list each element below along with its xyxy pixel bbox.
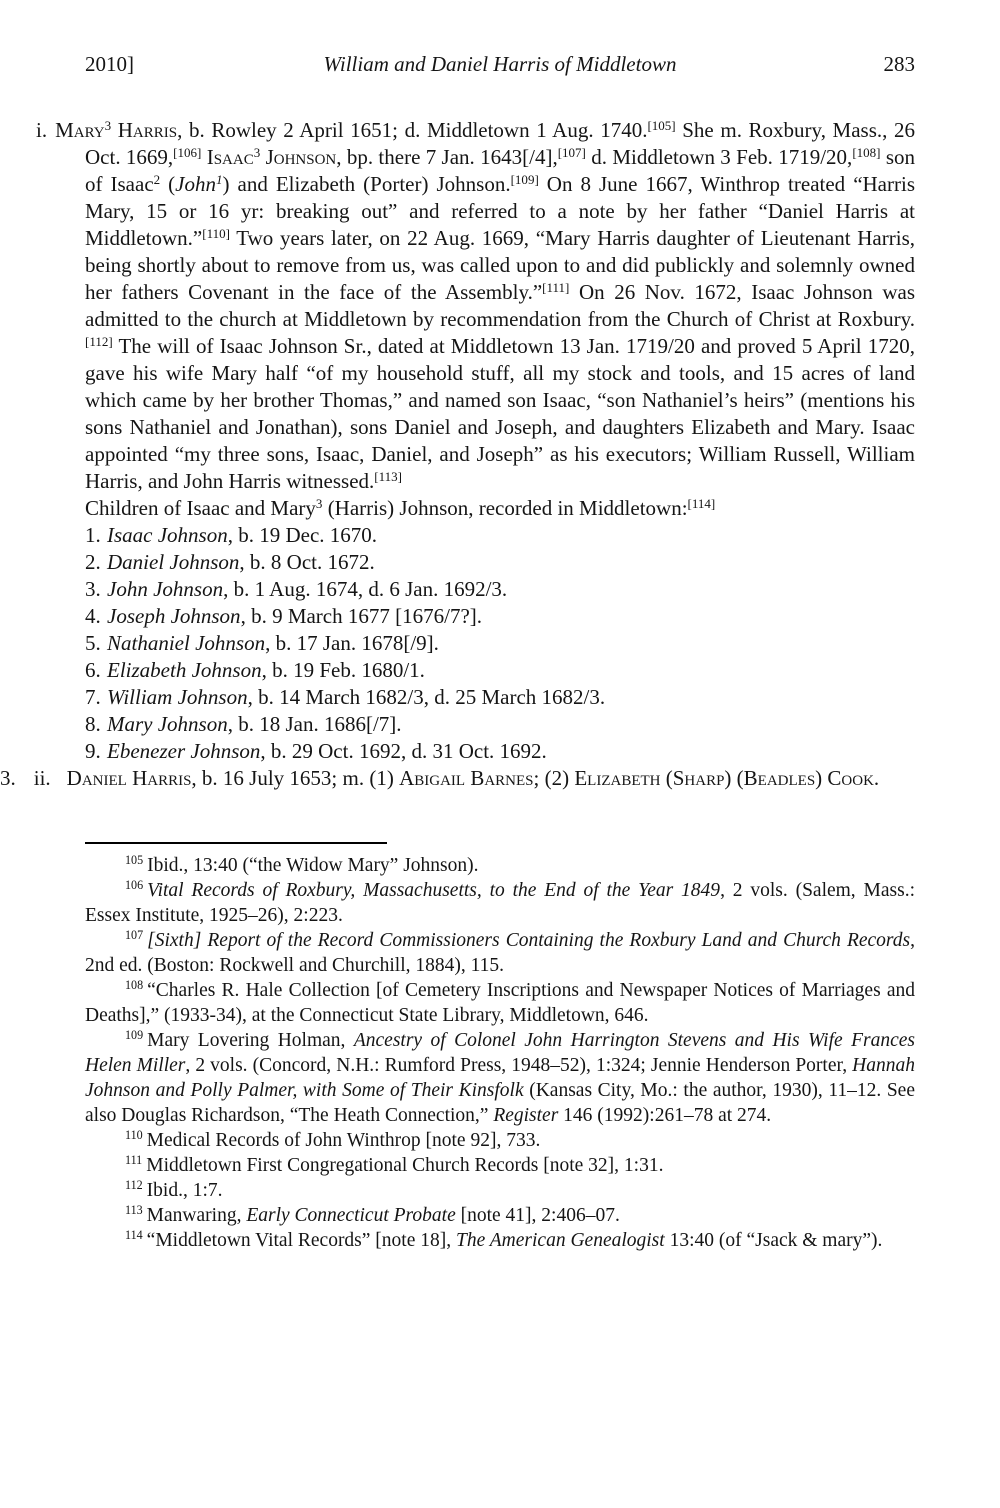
text-segment: Medical Records of John Winthrop [note 92], 733. [146, 1130, 541, 1151]
header-year: 2010] [85, 52, 134, 76]
text-segment: Johnson [265, 145, 337, 169]
footnote [85, 1128, 915, 1153]
text-segment: The American Genealogist [456, 1230, 665, 1251]
superscript-reference: [106] [173, 144, 202, 160]
text-segment: , bp. there 7 Jan. 1643[/4], [336, 145, 558, 169]
child-name: Elizabeth Johnson [107, 658, 262, 682]
text-segment: , 2nd ed. (Boston: Rockwell and Churchill, 1884), 115. [85, 930, 915, 976]
footnote-number: 114 [125, 1228, 143, 1243]
footnote-number: 112 [125, 1178, 143, 1193]
superscript-reference: [112] [85, 333, 113, 349]
text-segment: On 26 Nov. 1672, Isaac Johnson was admitted to the church at Middletown by recommendation from the Church of Christ at Roxbury. [85, 280, 915, 331]
child-number: 8. [85, 712, 101, 736]
footnote-separator-rule [85, 842, 387, 844]
child-name: Joseph Johnson [107, 604, 241, 628]
superscript-reference: [114] [687, 495, 716, 511]
child-name: Isaac Johnson [107, 523, 228, 547]
footnote [85, 878, 915, 928]
text-segment: ( [160, 172, 176, 196]
footnote [85, 1153, 915, 1178]
child-details: , b. 18 Jan. 1686[/7]. [227, 712, 402, 736]
text-segment: d. Middletown 3 Feb. 1719/20, [585, 145, 853, 169]
child-name: Ebenezer Johnson [107, 739, 261, 763]
genealogy-body [0, 117, 916, 792]
child-list-item [85, 657, 915, 684]
text-segment: Ancestry of Colonel John Harrington Stevens and His Wife Frances Helen Miller [85, 1030, 915, 1076]
superscript-reference: 3 [104, 117, 112, 133]
text-segment: Register [493, 1105, 559, 1126]
superscript-reference: 1 [216, 171, 223, 187]
child-details: , b. 19 Dec. 1670. [227, 523, 378, 547]
text-segment: She m. Roxbury, Mass., 26 Oct. 1669, [85, 118, 915, 169]
text-segment: , 2 vols. (Salem, Mass.: Essex Institute, 1925–26), 2:223. [85, 880, 915, 926]
child-list-item [85, 549, 915, 576]
text-segment: The will of Isaac Johnson Sr., dated at Middletown 13 Jan. 1719/20 and proved 5 April 1720, gave his wife Mary half “of my household stuff, all my stock and tools, and 15 acres of land which came by her brother Thomas,” and named son Isaac, “son Nathaniel’s heirs” (mentions his sons Nathaniel and Jonathan), sons Daniel and Joseph, and daughters Elizabeth and Mary. Isaac appointed “my three sons, Isaac, Daniel, and Joseph” as his executors; William Russell, William Harris, and John Harris witnessed. [85, 334, 915, 493]
text-segment: Mary [55, 118, 105, 142]
superscript-reference: [110] [202, 225, 230, 241]
superscript-reference: [111] [542, 279, 570, 295]
text-segment [111, 118, 118, 142]
child-list-item [85, 738, 915, 765]
superscript-reference: 3 [315, 495, 323, 511]
footnote [85, 1203, 915, 1228]
child-name: Nathaniel Johnson [107, 631, 266, 655]
running-header [85, 50, 915, 78]
text-segment: ) and Elizabeth (Porter) Johnson. [222, 172, 511, 196]
superscript-reference: [105] [647, 117, 676, 133]
text-segment: Middletown First Congregational Church Records [note 32], 1:31. [146, 1155, 664, 1176]
footnote-number: 109 [125, 1028, 144, 1043]
text-segment: “Middletown Vital Records” [note 18], [146, 1230, 456, 1251]
footnote-number: 113 [125, 1203, 143, 1218]
text-segment: Daniel Harris [66, 766, 192, 790]
text-segment: [Sixth] Report of the Record Commissioners Containing the Roxbury Land and Church Records [147, 930, 911, 951]
entry-text [55, 118, 915, 493]
footnote-number: 108 [125, 978, 144, 993]
footnote [85, 978, 915, 1028]
child-name: John Johnson [107, 577, 224, 601]
child-number: 6. [85, 658, 101, 682]
children-list [85, 522, 915, 765]
header-page-number: 283 [883, 52, 915, 76]
child-list-item [85, 576, 915, 603]
superscript-reference: 3 [253, 144, 261, 160]
footnote [85, 1178, 915, 1203]
child-details: , b. 9 March 1677 [1676/7?]. [240, 604, 483, 628]
text-segment: Vital Records of Roxbury, Massachusetts, to the End of the Year 1849 [147, 880, 721, 901]
child-list-item [85, 711, 915, 738]
child-number: 1. [85, 523, 101, 547]
footnote [85, 1228, 915, 1253]
child-number: 3. [85, 577, 101, 601]
child-name: Daniel Johnson [107, 550, 240, 574]
footnote-number: 110 [125, 1128, 143, 1143]
text-segment: “Charles R. Hale Collection [of Cemetery Inscriptions and Newspaper Notices of Marriages and Deaths],” (1933-34), at the Connecticut State Library, Middletown, 646. [85, 980, 915, 1026]
footnote-number: 105 [125, 853, 144, 868]
superscript-reference: 2 [153, 171, 161, 187]
child-number: 9. [85, 739, 101, 763]
superscript-reference: [107] [557, 144, 586, 160]
superscript-reference: [108] [852, 144, 881, 160]
footnote [85, 1028, 915, 1128]
text-segment: John [175, 172, 216, 196]
superscript-reference: [109] [510, 171, 539, 187]
text-segment: Abigail Barnes [399, 766, 534, 790]
text-segment: 146 (1992):261–78 at 274. [558, 1105, 772, 1126]
text-segment: Hannah Johnson and Polly Palmer, with Some of Their Kinsfolk [85, 1055, 915, 1101]
footnote [85, 853, 915, 878]
entry-mary-harris [36, 117, 916, 495]
text-segment: , b. Rowley 2 April 1651; d. Middletown 1 Aug. 1740. [177, 118, 648, 142]
text-segment: 13:40 (of “Jsack & mary”). [664, 1230, 883, 1251]
child-details: , b. 19 Feb. 1680/1. [261, 658, 425, 682]
text-segment: ; (2) [533, 766, 575, 790]
text-segment: Children of Isaac and Mary [85, 496, 316, 520]
footnote-number: 111 [125, 1153, 143, 1168]
child-list-item [85, 522, 915, 549]
text-segment: Early Connecticut Probate [246, 1205, 456, 1226]
child-details: , b. 29 Oct. 1692, d. 31 Oct. 1692. [260, 739, 547, 763]
footnote-number: 106 [125, 878, 144, 893]
child-name: Mary Johnson [107, 712, 228, 736]
footnote-number: 107 [125, 928, 144, 943]
text-segment: Elizabeth (Sharp) (Beadles) Cook. [574, 766, 880, 790]
text-segment: Manwaring, [146, 1205, 247, 1226]
entry-roman-numeral: ii. [33, 766, 51, 790]
text-segment: Ibid., 1:7. [146, 1180, 223, 1201]
text-segment: Two years later, on 22 Aug. 1669, “Mary Harris daughter of Lieutenant Harris, being shortly about to remove from us, was called upon to and did publickly and solemnly owned her fathers Covenant in the face of the Assembly.” [85, 226, 915, 304]
entry-text [67, 766, 880, 790]
child-number: 7. [85, 685, 101, 709]
text-segment: , 2 vols. (Concord, N.H.: Rumford Press, 1948–52), 1:324; Jennie Henderson Porter, [185, 1055, 853, 1076]
entry-child-number: 3. [0, 766, 16, 790]
header-article-title: William and Daniel Harris of Middletown [323, 52, 677, 76]
footnotes-section [85, 842, 915, 1253]
child-details: , b. 8 Oct. 1672. [239, 550, 375, 574]
child-list-item [85, 684, 915, 711]
child-list-item [85, 630, 915, 657]
text-segment: Harris [117, 118, 178, 142]
footnotes-list [85, 853, 915, 1253]
superscript-reference: [113] [374, 468, 402, 484]
entry-roman-numeral: i. [36, 118, 48, 142]
child-number: 4. [85, 604, 101, 628]
child-list-item [85, 603, 915, 630]
children-heading [85, 495, 915, 522]
text-segment: [note 41], 2:406–07. [455, 1205, 620, 1226]
text-segment: Mary Lovering Holman, [147, 1030, 354, 1051]
text-segment: son of Isaac [85, 145, 916, 196]
text-segment: (Kansas City, Mo.: the author, 1930), 11–12. See also Douglas Richardson, “The Heath Connection,” [85, 1080, 915, 1126]
text-segment: On 8 June 1667, Winthrop treated “Harris Mary, 15 or 16 yr: breaking out” and referred to a note by her father “Daniel Harris at Middletown.” [85, 172, 915, 250]
text-segment: Ibid., 13:40 (“the Widow Mary” Johnson). [147, 855, 479, 876]
text-segment: (Harris) Johnson, recorded in Middletown: [322, 496, 688, 520]
entry-daniel-harris [0, 765, 915, 792]
child-number: 5. [85, 631, 101, 655]
child-name: William Johnson [107, 685, 248, 709]
text-segment: , b. 16 July 1653; m. (1) [191, 766, 400, 790]
text-segment: Isaac [206, 145, 254, 169]
child-number: 2. [85, 550, 101, 574]
child-details: , b. 14 March 1682/3, d. 25 March 1682/3. [247, 685, 606, 709]
footnote [85, 928, 915, 978]
child-details: , b. 1 Aug. 1674, d. 6 Jan. 1692/3. [223, 577, 508, 601]
child-details: , b. 17 Jan. 1678[/9]. [265, 631, 439, 655]
